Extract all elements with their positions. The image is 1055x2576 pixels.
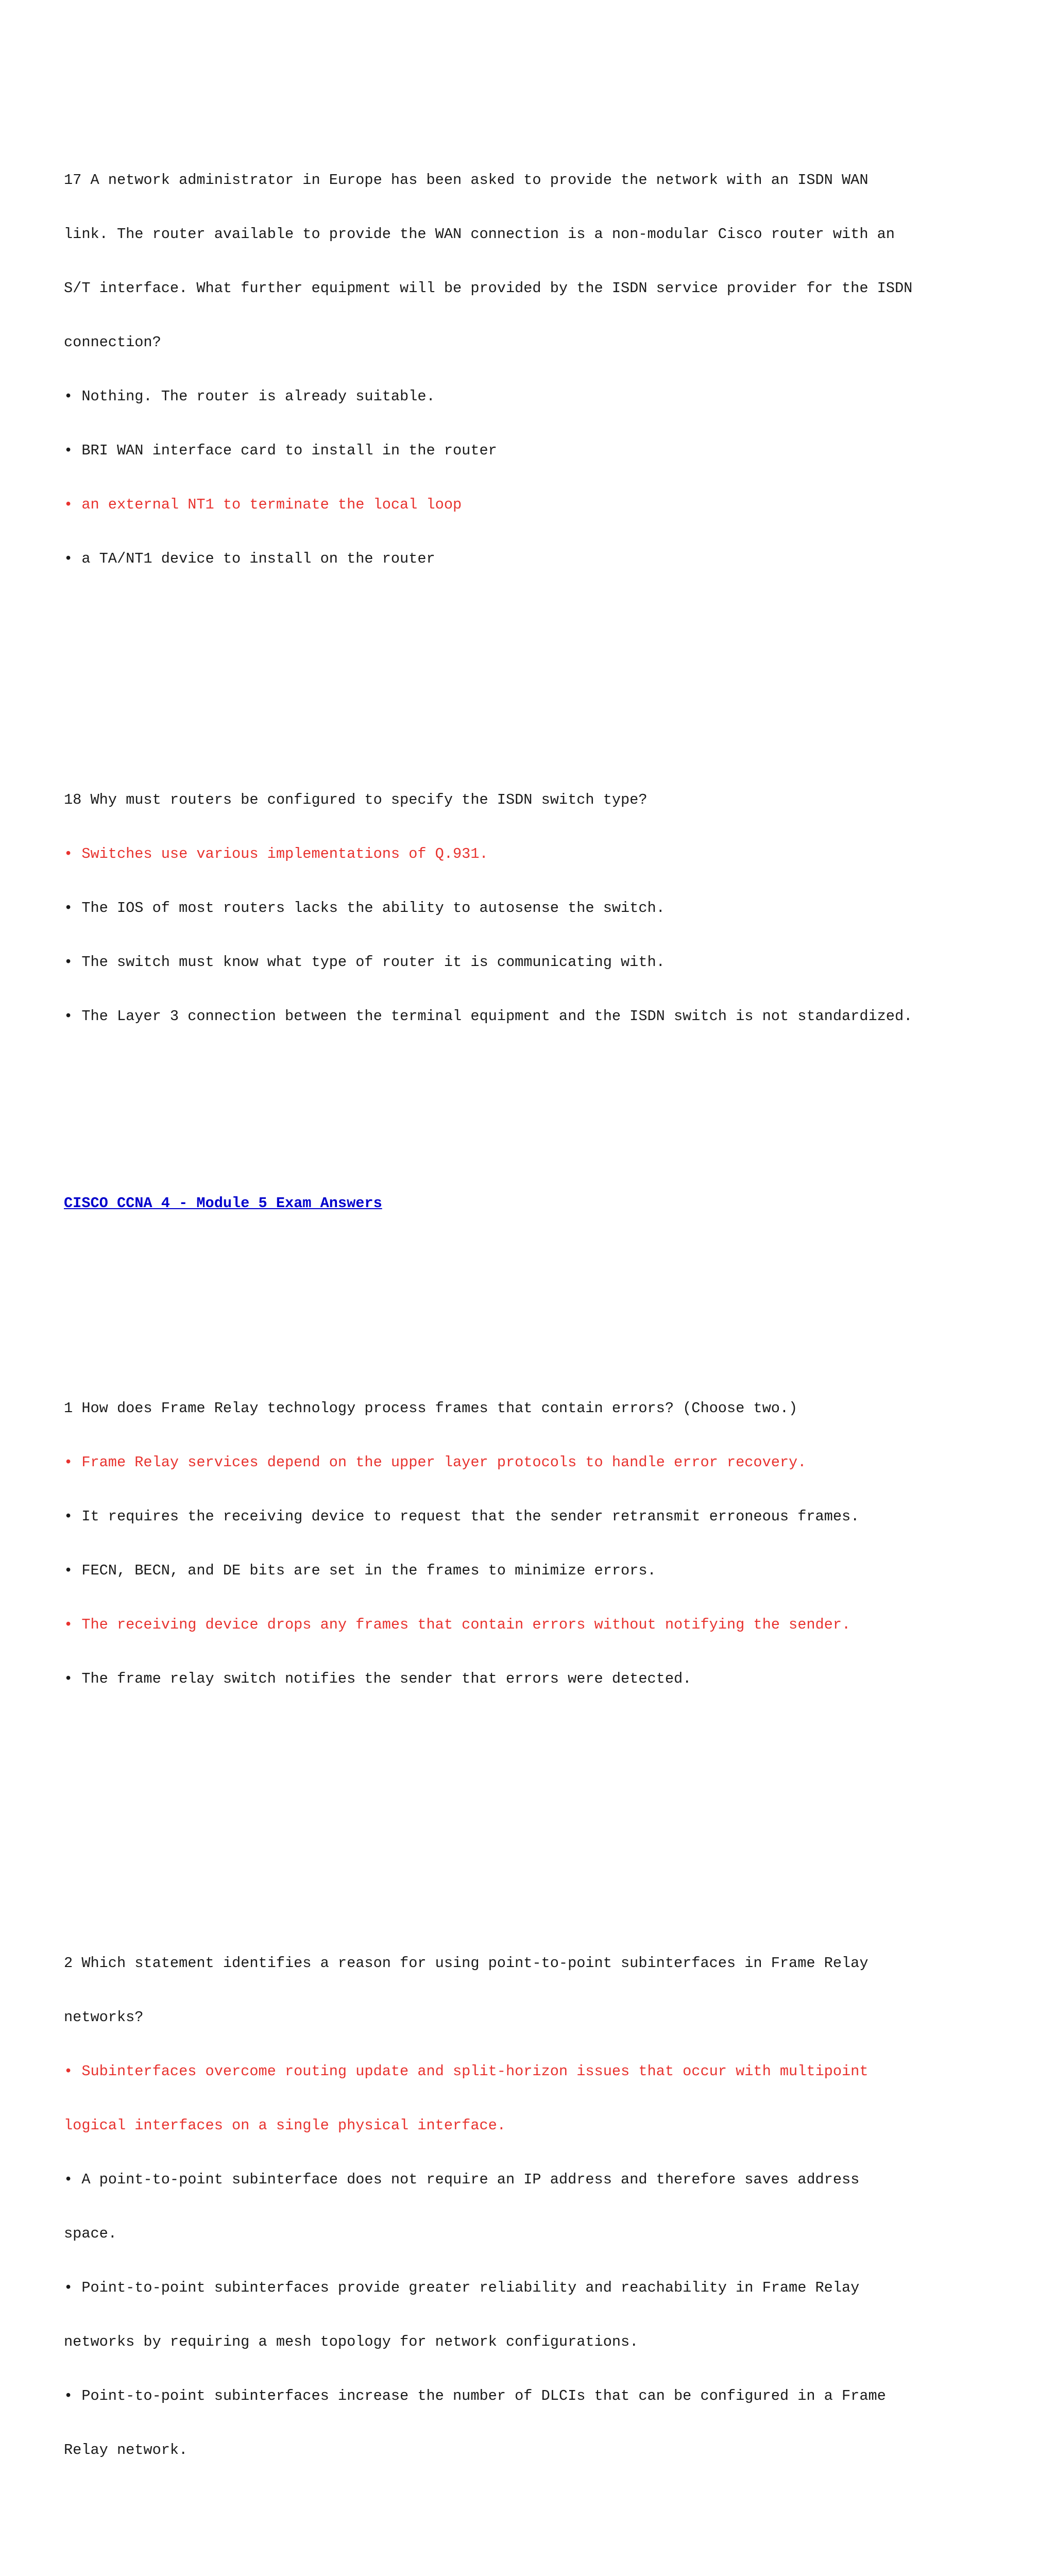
- answer-option: • Point-to-point subinterfaces provide greater reliability and reachability in Frame Relay: [64, 2279, 860, 2296]
- answer-option: • The Layer 3 connection between the terminal equipment and the ISDN switch is not standardized.: [64, 1008, 913, 1025]
- question-text: 2 Which statement identifies a reason for using point-to-point subinterfaces in Frame Relay: [64, 1955, 869, 1972]
- answer-option: space.: [64, 2225, 117, 2242]
- question-text: S/T interface. What further equipment will be provided by the ISDN service provider for the ISDN: [64, 280, 913, 297]
- answer-option: • Point-to-point subinterfaces increase the number of DLCIs that can be configured in a Frame: [64, 2387, 886, 2404]
- answer-option: networks by requiring a mesh topology for network configurations.: [64, 2333, 639, 2350]
- question-2: [64, 1918, 991, 2495]
- correct-answer-option: • Switches use various implementations of Q.931.: [64, 845, 488, 862]
- question-text: connection?: [64, 334, 161, 351]
- question-text: link. The router available to provide the WAN connection is a non-modular Cisco router with an: [64, 226, 895, 243]
- answer-option: • It requires the receiving device to request that the sender retransmit erroneous frames.: [64, 1508, 860, 1525]
- correct-answer-option: • The receiving device drops any frames that contain errors without notifying the sender.: [64, 1616, 851, 1633]
- question-text: 1 How does Frame Relay technology process frames that contain errors? (Choose two.): [64, 1400, 798, 1417]
- document-page: [64, 63, 991, 2576]
- correct-answer-option: • Subinterfaces overcome routing update and split-horizon issues that occur with multipoint: [64, 2063, 869, 2080]
- correct-answer-option: logical interfaces on a single physical interface.: [64, 2117, 506, 2134]
- answer-option: • Nothing. The router is already suitable.: [64, 388, 435, 405]
- answer-option: • BRI WAN interface card to install in the router: [64, 442, 497, 459]
- question-17: [64, 135, 991, 604]
- answer-option: • The frame relay switch notifies the sender that errors were detected.: [64, 1670, 692, 1687]
- module-5-section-link[interactable]: CISCO CCNA 4 - Module 5 Exam Answers: [64, 1195, 382, 1212]
- answer-option: Relay network.: [64, 2442, 188, 2459]
- answer-option: • A point-to-point subinterface does not require an IP address and therefore saves address: [64, 2171, 860, 2188]
- correct-answer-option: • Frame Relay services depend on the upper layer protocols to handle error recovery.: [64, 1454, 807, 1471]
- question-text: 17 A network administrator in Europe has been asked to provide the network with an ISDN WAN: [64, 172, 869, 189]
- correct-answer-option: • an external NT1 to terminate the local loop: [64, 496, 462, 513]
- answer-option: • The IOS of most routers lacks the ability to autosense the switch.: [64, 900, 665, 917]
- answer-option: • FECN, BECN, and DE bits are set in the frames to minimize errors.: [64, 1562, 656, 1579]
- question-text: networks?: [64, 2009, 144, 2026]
- question-18: [64, 755, 991, 1061]
- question-text: 18 Why must routers be configured to specify the ISDN switch type?: [64, 791, 648, 808]
- answer-option: • The switch must know what type of router it is communicating with.: [64, 954, 665, 971]
- question-1: [64, 1363, 991, 1724]
- answer-option: • a TA/NT1 device to install on the router: [64, 550, 435, 567]
